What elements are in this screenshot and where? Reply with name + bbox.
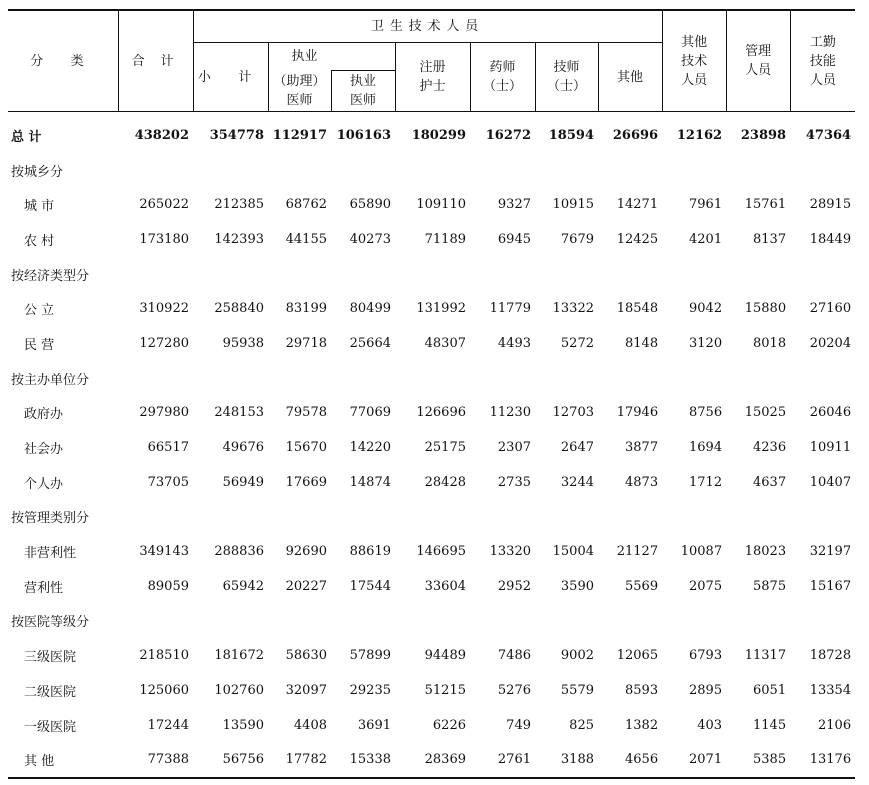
cell: 15004 bbox=[552, 544, 594, 560]
cell bbox=[331, 361, 395, 396]
row-label: 政府办 bbox=[24, 407, 64, 423]
cell: 11317 bbox=[744, 648, 787, 664]
cell: 2075 bbox=[689, 578, 723, 594]
cell: 825 bbox=[569, 717, 594, 733]
row-label: 按医院等级分 bbox=[11, 615, 90, 631]
cell bbox=[598, 361, 662, 396]
header-technician: 技师 （士） bbox=[535, 43, 598, 112]
cell: 2647 bbox=[560, 440, 594, 456]
cell: 26046 bbox=[809, 405, 852, 421]
cell: 288836 bbox=[214, 544, 264, 560]
cell: 6051 bbox=[753, 682, 787, 698]
cell: 180299 bbox=[411, 127, 466, 143]
cell: 14271 bbox=[616, 197, 659, 213]
row-label: 二级医院 bbox=[24, 684, 77, 700]
cell bbox=[193, 500, 268, 535]
cell: 3877 bbox=[625, 440, 659, 456]
cell bbox=[118, 153, 193, 188]
cell: 15880 bbox=[744, 301, 787, 317]
cell: 94489 bbox=[424, 648, 466, 664]
cell: 10407 bbox=[809, 474, 852, 490]
cell bbox=[598, 604, 662, 639]
cell: 12065 bbox=[616, 648, 659, 664]
cell: 77069 bbox=[349, 405, 391, 421]
cell: 8018 bbox=[753, 335, 787, 351]
cell: 2952 bbox=[497, 578, 531, 594]
cell: 56756 bbox=[193, 742, 268, 778]
cell: 8137 bbox=[753, 231, 787, 247]
cell: 6226 bbox=[432, 717, 466, 733]
cell: 10915 bbox=[552, 197, 594, 213]
cell: 9327 bbox=[497, 197, 531, 213]
row-label: 城 市 bbox=[24, 199, 55, 215]
cell: 71189 bbox=[424, 231, 466, 247]
cell: 1382 bbox=[625, 717, 659, 733]
hospital-staff-table bbox=[8, 9, 855, 779]
cell: 127280 bbox=[139, 335, 189, 351]
cell bbox=[535, 257, 598, 292]
cell: 102760 bbox=[214, 682, 264, 698]
cell: 13354 bbox=[809, 682, 852, 698]
cell: 297980 bbox=[139, 405, 189, 421]
cell: 14220 bbox=[349, 440, 391, 456]
cell bbox=[790, 153, 855, 188]
cell: 3590 bbox=[560, 578, 594, 594]
cell bbox=[118, 361, 193, 396]
cell: 3120 bbox=[689, 335, 723, 351]
cell bbox=[268, 153, 331, 188]
cell: 5569 bbox=[625, 578, 659, 594]
cell: 2735 bbox=[497, 474, 531, 490]
cell bbox=[790, 500, 855, 535]
cell: 16272 bbox=[485, 127, 531, 143]
cell: 17782 bbox=[268, 742, 331, 778]
table-body bbox=[8, 112, 855, 779]
cell: 1712 bbox=[689, 474, 723, 490]
cell: 258840 bbox=[214, 301, 264, 317]
cell: 73705 bbox=[147, 474, 189, 490]
cell: 4201 bbox=[689, 231, 723, 247]
cell bbox=[331, 500, 395, 535]
cell: 265022 bbox=[139, 197, 189, 213]
table-row bbox=[8, 396, 855, 431]
cell bbox=[268, 257, 331, 292]
cell bbox=[193, 153, 268, 188]
cell: 15338 bbox=[331, 742, 395, 778]
cell bbox=[395, 604, 470, 639]
header-management: 管理 人员 bbox=[726, 10, 790, 112]
cell bbox=[662, 361, 726, 396]
cell bbox=[790, 257, 855, 292]
cell: 92690 bbox=[285, 544, 327, 560]
row-label: 个人办 bbox=[24, 476, 64, 492]
cell: 77388 bbox=[118, 742, 193, 778]
cell: 58630 bbox=[285, 648, 327, 664]
cell: 32197 bbox=[809, 544, 852, 560]
cell: 17544 bbox=[349, 578, 391, 594]
cell: 12703 bbox=[552, 405, 594, 421]
cell bbox=[268, 500, 331, 535]
cell: 25664 bbox=[349, 335, 391, 351]
cell: 4493 bbox=[497, 335, 531, 351]
cell bbox=[535, 604, 598, 639]
cell bbox=[726, 257, 790, 292]
cell: 212385 bbox=[214, 197, 264, 213]
cell: 112917 bbox=[272, 127, 327, 143]
cell: 749 bbox=[506, 717, 531, 733]
cell: 109110 bbox=[416, 197, 466, 213]
cell bbox=[598, 153, 662, 188]
cell bbox=[726, 604, 790, 639]
cell bbox=[470, 361, 535, 396]
cell: 44155 bbox=[285, 231, 327, 247]
cell: 142393 bbox=[214, 231, 264, 247]
header-licensed-doctor: 执业 bbox=[268, 43, 395, 71]
cell: 20227 bbox=[285, 578, 327, 594]
table-row bbox=[8, 673, 855, 708]
cell: 7961 bbox=[689, 197, 723, 213]
cell: 10911 bbox=[809, 440, 852, 456]
cell: 12425 bbox=[616, 231, 659, 247]
cell: 15670 bbox=[285, 440, 327, 456]
cell bbox=[790, 604, 855, 639]
cell bbox=[268, 604, 331, 639]
cell: 23898 bbox=[740, 127, 787, 143]
cell: 438202 bbox=[134, 127, 189, 143]
cell: 248153 bbox=[214, 405, 264, 421]
cell: 403 bbox=[697, 717, 723, 733]
table-row bbox=[8, 326, 855, 361]
cell: 17946 bbox=[616, 405, 659, 421]
cell: 57899 bbox=[349, 648, 391, 664]
cell: 8593 bbox=[625, 682, 659, 698]
cell: 5385 bbox=[726, 742, 790, 778]
cell bbox=[470, 500, 535, 535]
cell: 25175 bbox=[424, 440, 466, 456]
section-heading-row bbox=[8, 361, 855, 396]
cell: 29235 bbox=[349, 682, 391, 698]
table-row bbox=[8, 742, 855, 778]
cell: 5579 bbox=[560, 682, 594, 698]
row-label: 民 营 bbox=[24, 337, 55, 353]
cell: 65942 bbox=[222, 578, 264, 594]
cell: 18023 bbox=[744, 544, 787, 560]
cell bbox=[662, 257, 726, 292]
table-header bbox=[8, 10, 855, 112]
cell: 106163 bbox=[336, 127, 391, 143]
cell bbox=[535, 500, 598, 535]
table-row bbox=[8, 187, 855, 222]
cell: 79578 bbox=[285, 405, 327, 421]
table-row bbox=[8, 465, 855, 500]
cell: 18594 bbox=[548, 127, 594, 143]
cell bbox=[118, 604, 193, 639]
row-label: 非营利性 bbox=[24, 546, 77, 562]
cell: 4408 bbox=[293, 717, 327, 733]
cell bbox=[395, 153, 470, 188]
cell: 48307 bbox=[424, 335, 466, 351]
cell: 14874 bbox=[349, 474, 391, 490]
cell: 2307 bbox=[497, 440, 531, 456]
header-nurse: 注册 护士 bbox=[395, 43, 470, 112]
row-label: 其 他 bbox=[8, 742, 118, 778]
cell: 3691 bbox=[357, 717, 391, 733]
header-practicing-doctor: 执业 医师 bbox=[331, 71, 395, 112]
cell: 1145 bbox=[753, 717, 787, 733]
row-label: 总 计 bbox=[11, 129, 42, 145]
cell bbox=[535, 153, 598, 188]
cell bbox=[395, 257, 470, 292]
cell: 8756 bbox=[689, 405, 723, 421]
cell: 17669 bbox=[285, 474, 327, 490]
cell: 126696 bbox=[416, 405, 466, 421]
cell bbox=[662, 604, 726, 639]
row-label: 三级医院 bbox=[24, 650, 77, 666]
cell: 56949 bbox=[222, 474, 264, 490]
cell: 3188 bbox=[535, 742, 598, 778]
cell bbox=[535, 361, 598, 396]
header-other-tech: 其他 技术 人员 bbox=[662, 10, 726, 112]
header-category: 分 类 bbox=[8, 10, 118, 112]
cell bbox=[470, 604, 535, 639]
cell: 7679 bbox=[560, 231, 594, 247]
cell bbox=[331, 153, 395, 188]
section-heading-row bbox=[8, 257, 855, 292]
cell: 7486 bbox=[497, 648, 531, 664]
cell bbox=[118, 500, 193, 535]
cell bbox=[118, 257, 193, 292]
cell: 3244 bbox=[560, 474, 594, 490]
cell: 40273 bbox=[349, 231, 391, 247]
table-row bbox=[8, 569, 855, 604]
cell: 6945 bbox=[497, 231, 531, 247]
cell: 12162 bbox=[676, 127, 723, 143]
cell bbox=[726, 361, 790, 396]
header-health-tech-group: 卫生技术人员 bbox=[193, 10, 662, 43]
cell: 27160 bbox=[809, 301, 852, 317]
section-heading-row bbox=[8, 604, 855, 639]
row-label: 按管理类别分 bbox=[11, 511, 90, 527]
row-label: 按经济类型分 bbox=[11, 268, 90, 284]
cell: 11230 bbox=[489, 405, 531, 421]
row-label: 一级医院 bbox=[24, 719, 77, 735]
cell: 131992 bbox=[416, 301, 466, 317]
cell: 80499 bbox=[349, 301, 391, 317]
cell: 28369 bbox=[395, 742, 470, 778]
cell: 18449 bbox=[809, 231, 852, 247]
cell: 4873 bbox=[625, 474, 659, 490]
cell: 18548 bbox=[616, 301, 659, 317]
cell: 11779 bbox=[489, 301, 531, 317]
cell: 218510 bbox=[139, 648, 189, 664]
cell: 28428 bbox=[424, 474, 466, 490]
cell: 2895 bbox=[689, 682, 723, 698]
cell: 89059 bbox=[147, 578, 189, 594]
cell bbox=[193, 361, 268, 396]
row-label: 按主办单位分 bbox=[11, 372, 90, 388]
cell: 20204 bbox=[809, 335, 852, 351]
cell: 9042 bbox=[689, 301, 723, 317]
table-row bbox=[8, 222, 855, 257]
cell: 4637 bbox=[753, 474, 787, 490]
cell: 6793 bbox=[689, 648, 723, 664]
cell: 66517 bbox=[147, 440, 189, 456]
cell: 95938 bbox=[222, 335, 264, 351]
cell: 26696 bbox=[612, 127, 659, 143]
cell bbox=[662, 500, 726, 535]
cell: 18728 bbox=[809, 648, 852, 664]
cell bbox=[470, 257, 535, 292]
cell: 2106 bbox=[818, 717, 852, 733]
cell: 1694 bbox=[689, 440, 723, 456]
cell bbox=[662, 153, 726, 188]
cell: 13176 bbox=[790, 742, 855, 778]
cell: 2071 bbox=[662, 742, 726, 778]
cell bbox=[193, 257, 268, 292]
header-subtotal: 小 计 bbox=[193, 43, 268, 112]
cell bbox=[726, 153, 790, 188]
cell: 32097 bbox=[285, 682, 327, 698]
section-heading-row bbox=[8, 500, 855, 535]
row-label: 农 村 bbox=[24, 233, 55, 249]
cell: 88619 bbox=[349, 544, 391, 560]
cell: 173180 bbox=[139, 231, 189, 247]
row-label: 社会办 bbox=[24, 442, 64, 458]
row-label: 营利性 bbox=[24, 580, 64, 596]
row-label: 公 立 bbox=[24, 303, 55, 319]
cell bbox=[598, 257, 662, 292]
cell bbox=[193, 604, 268, 639]
cell: 5276 bbox=[497, 682, 531, 698]
header-workers: 工勤 技能 人员 bbox=[790, 10, 855, 112]
cell bbox=[470, 153, 535, 188]
cell: 17244 bbox=[147, 717, 189, 733]
table-row bbox=[8, 430, 855, 465]
table-row bbox=[8, 291, 855, 326]
cell: 21127 bbox=[616, 544, 659, 560]
table-row bbox=[8, 534, 855, 569]
cell: 65890 bbox=[349, 197, 391, 213]
cell: 13590 bbox=[222, 717, 264, 733]
cell: 5272 bbox=[560, 335, 594, 351]
cell bbox=[790, 361, 855, 396]
header-pharmacist: 药师 （士） bbox=[470, 43, 535, 112]
cell: 125060 bbox=[139, 682, 189, 698]
table-row bbox=[8, 708, 855, 743]
cell: 2761 bbox=[470, 742, 535, 778]
cell: 33604 bbox=[424, 578, 466, 594]
header-other: 其他 bbox=[598, 43, 662, 112]
header-total: 合 计 bbox=[118, 10, 193, 112]
cell: 9002 bbox=[560, 648, 594, 664]
cell: 146695 bbox=[416, 544, 466, 560]
cell: 13320 bbox=[489, 544, 531, 560]
cell: 15167 bbox=[809, 578, 852, 594]
cell: 47364 bbox=[805, 127, 852, 143]
cell: 15025 bbox=[744, 405, 787, 421]
cell: 29718 bbox=[285, 335, 327, 351]
cell bbox=[395, 361, 470, 396]
cell: 5875 bbox=[753, 578, 787, 594]
header-licensed-assistant-doctor: （助理） 医师 bbox=[268, 71, 331, 112]
cell bbox=[268, 361, 331, 396]
cell bbox=[331, 604, 395, 639]
cell bbox=[598, 500, 662, 535]
cell: 28915 bbox=[809, 197, 852, 213]
cell: 51215 bbox=[424, 682, 466, 698]
cell bbox=[331, 257, 395, 292]
cell: 83199 bbox=[285, 301, 327, 317]
cell: 49676 bbox=[222, 440, 264, 456]
cell: 10087 bbox=[680, 544, 723, 560]
section-heading-row bbox=[8, 153, 855, 188]
cell: 8148 bbox=[625, 335, 659, 351]
cell: 310922 bbox=[139, 301, 189, 317]
cell: 4236 bbox=[753, 440, 787, 456]
table-row bbox=[8, 638, 855, 673]
cell: 349143 bbox=[139, 544, 189, 560]
cell bbox=[726, 500, 790, 535]
cell: 13322 bbox=[552, 301, 594, 317]
cell bbox=[395, 500, 470, 535]
cell: 15761 bbox=[744, 197, 787, 213]
row-label: 按城乡分 bbox=[11, 164, 64, 180]
cell: 181672 bbox=[214, 648, 264, 664]
cell: 68762 bbox=[285, 197, 327, 213]
cell: 4656 bbox=[598, 742, 662, 778]
table-row bbox=[8, 112, 855, 153]
cell: 354778 bbox=[209, 127, 264, 143]
